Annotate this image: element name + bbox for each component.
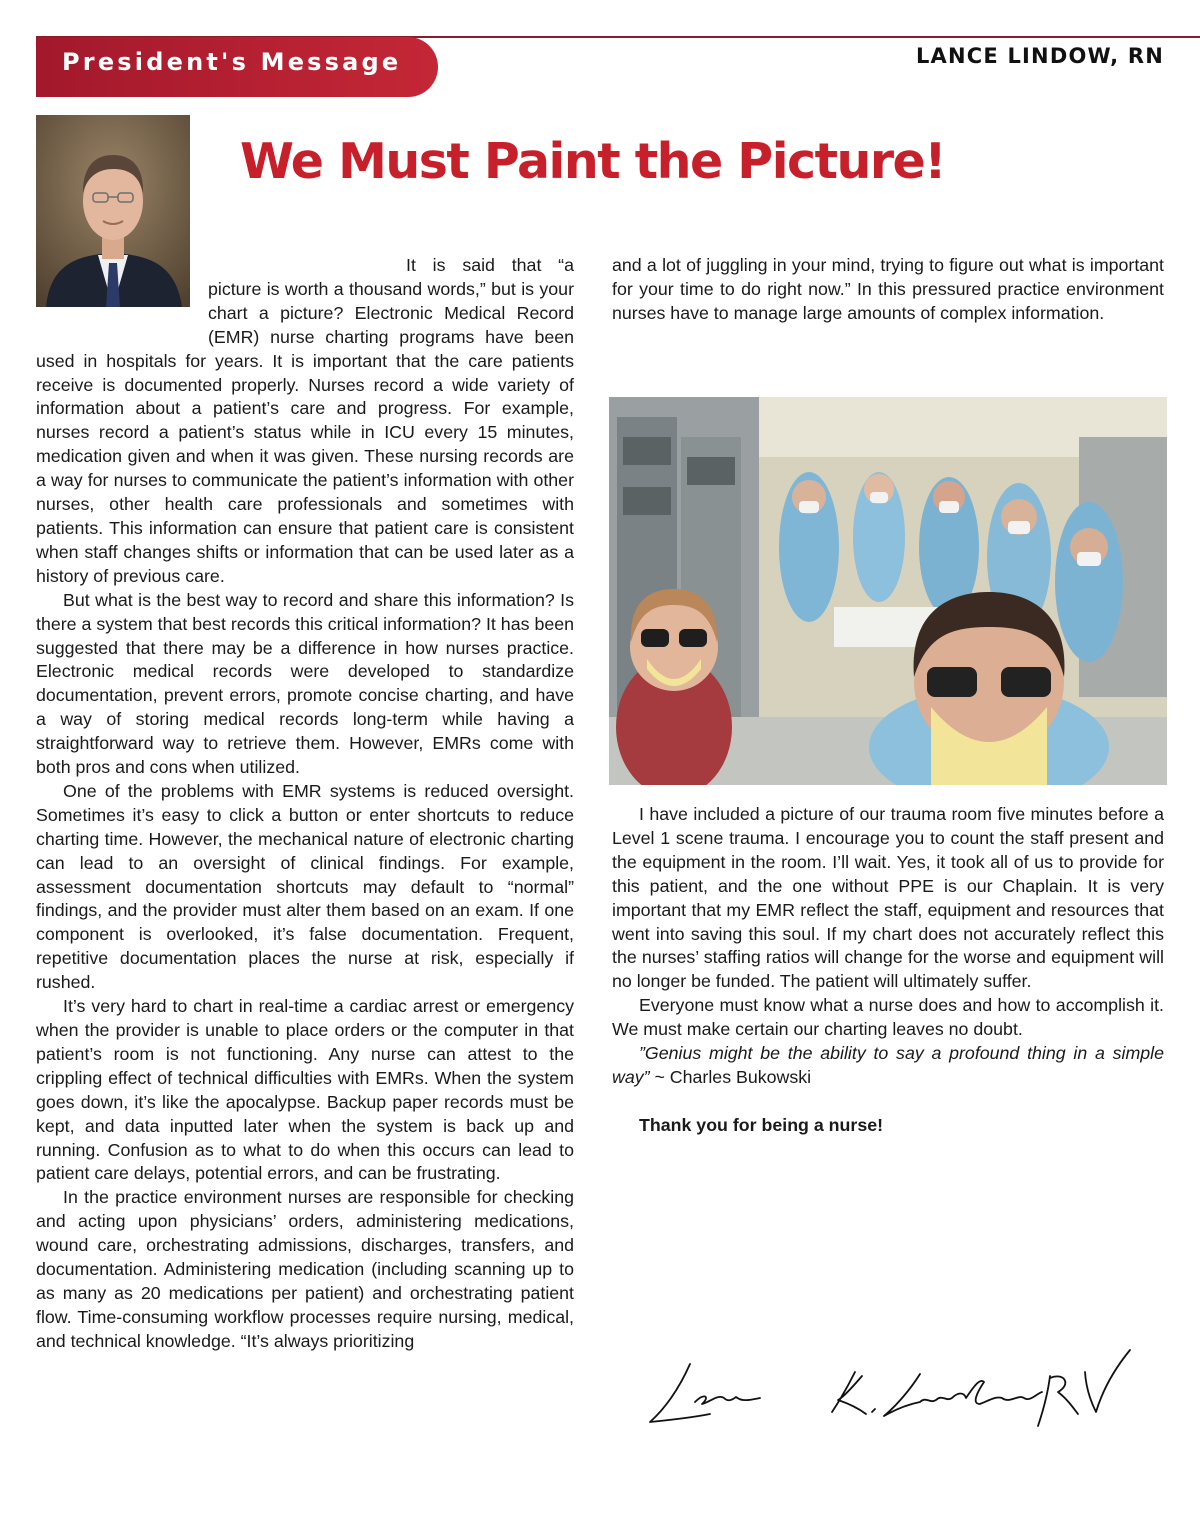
right-column-bottom [612, 803, 1164, 1138]
paragraph-5: In the practice environment nurses are responsible for checking and acting upon physicians’ orders, administering medications, wound care, orchestrating admissions, discharges, transfers, and documentation. Administering medication (including scanning up to as many as 20 medications per patient) and orchestrating patient flow. Time-consuming workflow processes require nursing, medical, and technical knowledge. “It’s always prioritizing [36, 1187, 574, 1351]
author-name: LANCE LINDOW, RN [915, 44, 1164, 68]
right-column-top [612, 254, 1164, 326]
trauma-room-photo [609, 397, 1167, 785]
section-label: President's Message [62, 48, 402, 76]
left-column [36, 254, 574, 1354]
quote-text: ”Genius might be the ability to say a profound thing in a simple way” [612, 1043, 1164, 1087]
quote-attribution: ~ Charles Bukowski [649, 1066, 812, 1087]
article-title: We Must Paint the Picture! [240, 133, 946, 190]
paragraph-5-continued: and a lot of juggling in your mind, trying to figure out what is important for your time to do right now.” In this pressured practice environment nurses have to manage large amounts of complex information. [612, 255, 1164, 323]
paragraph-3: One of the problems with EMR systems is reduced oversight. Sometimes it’s easy to click a button or enter shortcuts to reduce charting time. However, the mechanical nature of electronic charting can lead to an oversight of clinical findings. For example, assessment documentation shortcuts may default to “normal” findings, and the provider must alter them based on an exam. If one component is overlooked, it’s false documentation. Frequent, repetitive documentation places the nurse at risk, especially if rushed. [36, 780, 574, 993]
paragraph-4: It’s very hard to chart in real-time a cardiac arrest or emergency when the provider is unable to place orders or the computer in that patient’s room is not functioning. Any nurse can attest to the crippling effect of technical difficulties with EMRs. When the system goes down, it’s like the apocalypse. Backup paper records must be kept, and data inputted later when the system is back up and running. Confusion as to what to do when this occurs can lead to patient care delays, potential errors, and can be frustrating. [36, 996, 574, 1184]
paragraph-6: I have included a picture of our trauma room five minutes before a Level 1 scene trauma. I encourage you to count the staff present and the equipment in the room. I’ll wait. Yes, it took all of us to provide for this patient, and the one without PPE is our Chaplain. It is very important that my EMR reflect the staff, equipment and resources that went into saving this soul. If my chart does not accurately reflect this the nurses’ staffing ratios will change for the worse and equipment will no longer be funded. The patient will ultimately suffer. [612, 804, 1164, 992]
paragraph-2: But what is the best way to record and share this information? Is there a system that best records this critical information? It has been suggested that there may be a difference in how nurses practice. Electronic medical records were developed to standardize documentation, prevent errors, promote concise charting, and have a way of storing medical records long-term while having a straightforward way to retrieve them. However, EMRs come with both pros and cons when utilized. [36, 589, 574, 778]
paragraph-7: Everyone must know what a nurse does and how to accomplish it. We must make certain our charting leaves no doubt. [612, 995, 1164, 1040]
paragraph-1: It is said that “a picture is worth a thousand words,” but is your chart a picture? Electronic Medical Record (EMR) nurse charting programs have been used in hospitals for years. It is important that the care patients receive is documented properly. Nurses record a wide variety of information about a patient’s care and progress. For example, nurses record a patient’s status while in ICU every 15 minutes, medication given and when it was given. These nursing records are a way for nurses to communicate the patient’s information with other nurses, other health care professionals and sometimes with patients. This information can ensure that patient care is consistent when staff changes shifts or information that can be used later as a history of previous care. [36, 255, 574, 586]
trauma-team-image [609, 397, 1167, 785]
closing-line: Thank you for being a nurse! [639, 1114, 884, 1135]
quote [612, 1042, 1164, 1090]
author-signature [640, 1342, 1140, 1434]
